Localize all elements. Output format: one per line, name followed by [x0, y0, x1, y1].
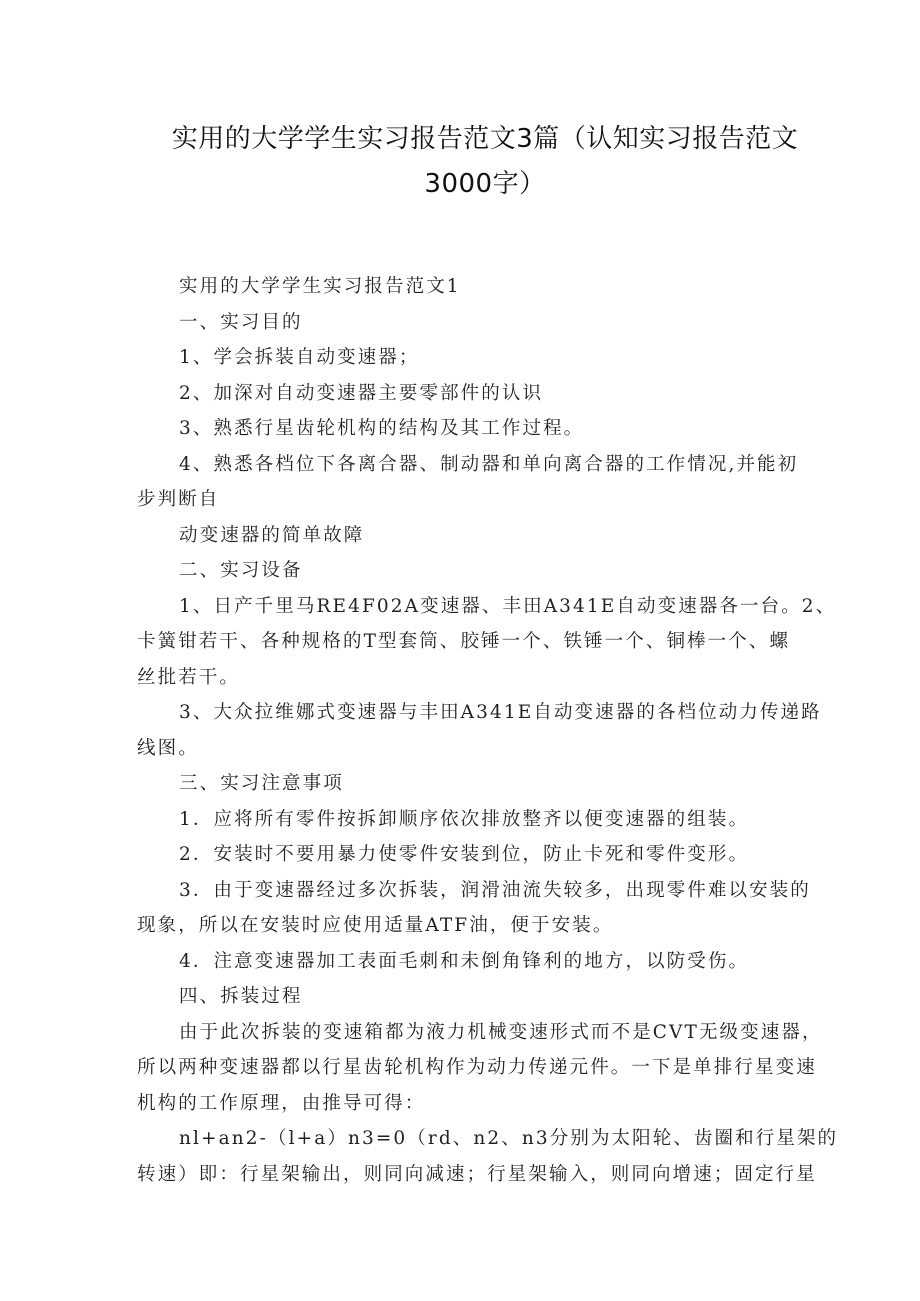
- report-heading: 实用的大学学生实习报告范文1: [179, 276, 461, 297]
- document-body: [137, 269, 839, 1192]
- body-line: 3．由于变速器经过多次拆装，润滑油流失较多，出现零件难以安装的: [179, 879, 811, 901]
- body-line: 步判断自: [137, 489, 220, 510]
- body-line: 线图。: [137, 737, 199, 759]
- body-line: 1．应将所有零件按拆卸顺序依次排放整齐以便变速器的组装。: [179, 808, 750, 830]
- body-line: 机构的工作原理，由推导可得：: [137, 1092, 426, 1114]
- body-line: 4．注意变速器加工表面毛刺和未倒角锋利的地方，以防受伤。: [179, 950, 750, 972]
- body-line: 3、熟悉行星齿轮机构的结构及其工作过程。: [179, 418, 585, 439]
- body-line: 3、大众拉维娜式变速器与丰田A341E自动变速器的各档位动力传递路: [179, 702, 822, 723]
- body-line: 2、加深对自动变速器主要零部件的认识: [179, 382, 544, 404]
- body-line: 4、熟悉各档位下各离合器、制动器和单向离合器的工作情况,并能初: [179, 453, 799, 475]
- body-line: 1、日产千里马RE4F02A变速器、丰田A341E自动变速器各一台。2、: [179, 595, 837, 617]
- section-heading-notes: 三、实习注意事项: [179, 773, 344, 794]
- document-title-line-2: 3000字）: [424, 169, 546, 199]
- body-line: 动变速器的简单故障: [179, 524, 365, 546]
- body-line: 所以两种变速器都以行星齿轮机构作为动力传递元件。一下是单排行星变速: [137, 1057, 817, 1078]
- section-heading-process: 四、拆装过程: [179, 986, 303, 1007]
- body-line: 现象，所以在安装时应使用适量ATF油，便于安装。: [137, 915, 614, 936]
- body-line: 由于此次拆装的变速箱都为液力机械变速形式而不是CVT无级变速器，: [179, 1021, 823, 1043]
- body-line: 2．安装时不要用暴力使零件安装到位，防止卡死和零件变形。: [179, 844, 750, 865]
- body-line: 卡簧钳若干、各种规格的T型套筒、胶锤一个、铁锤一个、铜棒一个、螺: [137, 631, 791, 652]
- formula-line: nl+an2-（l+a）n3=0（rd、n2、n3分别为太阳轮、齿圈和行星架的: [179, 1128, 839, 1149]
- body-line: 转速）即：行星架输出，则同向减速；行星架输入，则同向增速；固定行星: [137, 1163, 817, 1185]
- body-line: 丝批若干。: [137, 666, 241, 688]
- document-title-line-1: 实用的大学学生实习报告范文3篇（认知实习报告范文: [171, 124, 799, 154]
- section-heading-equipment: 二、实习设备: [179, 560, 303, 581]
- body-line: 1、学会拆装自动变速器；: [179, 347, 420, 368]
- section-heading-purpose: 一、实习目的: [179, 311, 303, 333]
